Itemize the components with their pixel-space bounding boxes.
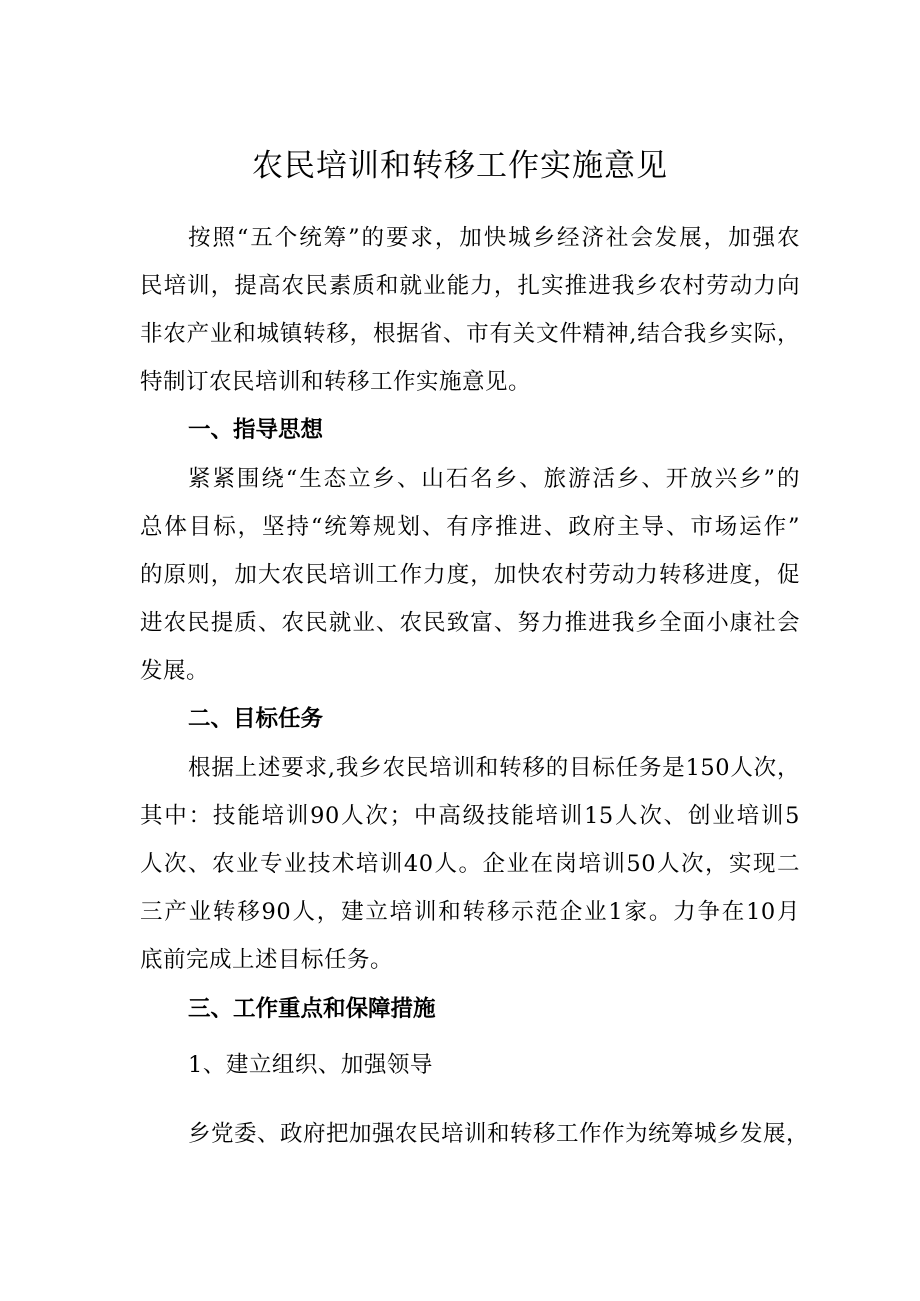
document-title: 农民培训和转移工作实施意见 <box>252 148 668 184</box>
intro-line-4: 特制订农民培训和转移工作实施意见。 <box>140 369 532 395</box>
intro-line-2: 民培训，提高农民素质和就业能力，扎实推进我乡农村劳动力向 <box>140 273 800 299</box>
section2-line-3: 人次、农业专业技术培训40人。企业在岗培训50人次，实现二 <box>140 851 800 877</box>
section1-line-2: 总体目标，坚持“统筹规划、有序推进、政府主导、市场运作” <box>140 514 800 540</box>
section2-line-4: 三产业转移90人，建立培训和转移示范企业1家。力争在10月 <box>140 899 800 925</box>
section-heading-guiding-ideology: 一、指导思想 <box>188 417 324 443</box>
section-heading-measures: 三、工作重点和保障措施 <box>188 996 436 1022</box>
section2-line-2: 其中：技能培训90人次；中高级技能培训15人次、创业培训5 <box>140 803 800 829</box>
section1-line-4: 进农民提质、农民就业、农民致富、努力推进我乡全面小康社会 <box>140 610 800 636</box>
section1-line-1: 紧紧围绕“生态立乡、山石名乡、旅游活乡、开放兴乡”的 <box>188 466 800 492</box>
section1-line-3: 的原则，加大农民培训工作力度，加快农村劳动力转移进度，促 <box>140 562 800 588</box>
intro-line-1: 按照“五个统筹”的要求，加快城乡经济社会发展，加强农 <box>188 225 800 251</box>
section3-line-1: 乡党委、政府把加强农民培训和转移工作作为统筹城乡发展， <box>188 1121 810 1147</box>
section-heading-goals: 二、目标任务 <box>188 706 324 732</box>
section2-line-5: 底前完成上述目标任务。 <box>140 947 394 973</box>
section2-line-1: 根据上述要求,我乡农民培训和转移的目标任务是150人次， <box>188 755 800 781</box>
section1-line-5: 发展。 <box>140 658 210 684</box>
intro-line-3: 非农产业和城镇转移，根据省、市有关文件精神,结合我乡实际， <box>140 321 800 347</box>
subsection-heading-organization: 1、建立组织、加强领导 <box>188 1052 433 1078</box>
